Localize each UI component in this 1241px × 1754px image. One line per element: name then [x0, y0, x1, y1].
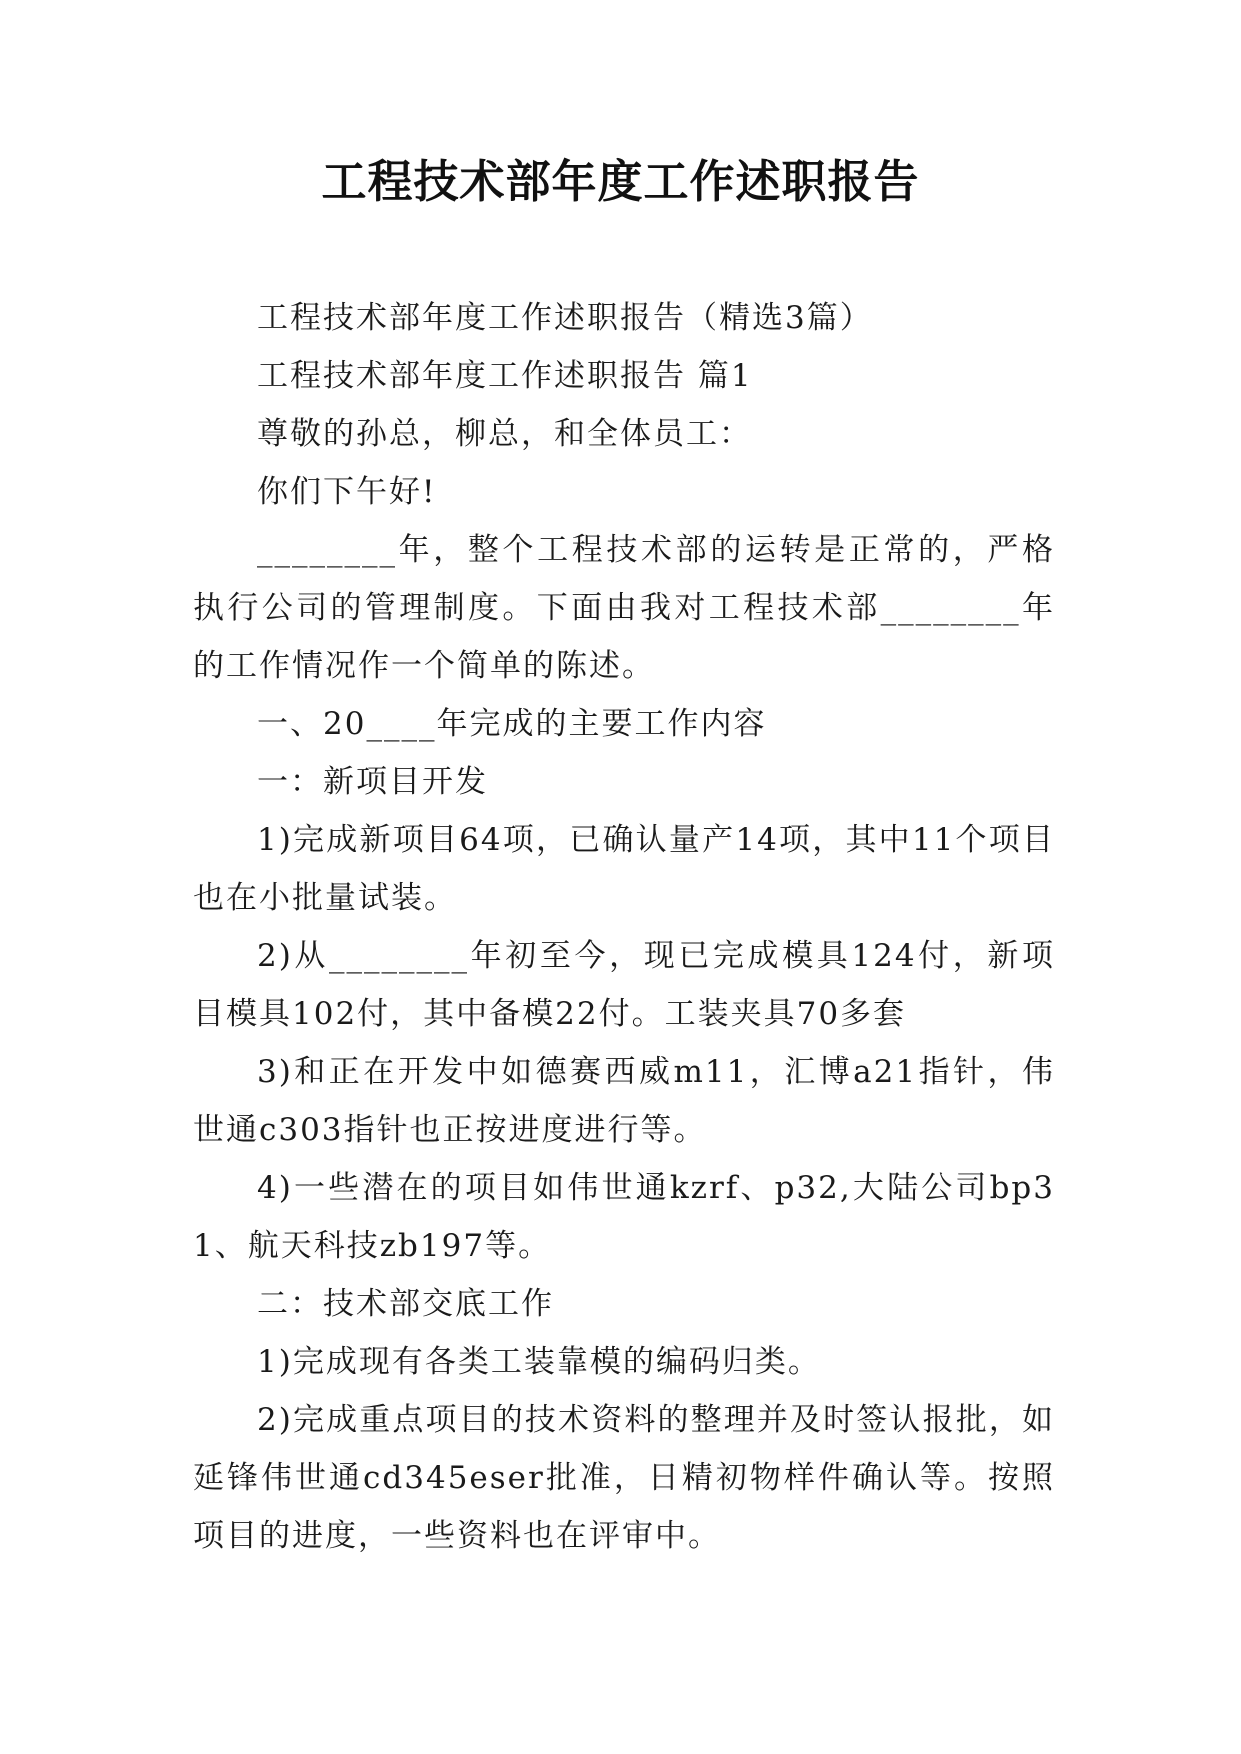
subsection-heading-handover: 二：技术部交底工作	[257, 1286, 554, 1322]
list-item-handover-2: 2)完成重点项目的技术资料的整理并及时签认报批，如延锋伟世通cd345eser批准，日精初物样件确认等。按照项目的进度，一些资料也在评审中。	[193, 1402, 1055, 1554]
section-heading-main-work: 一、20____年完成的主要工作内容	[257, 706, 767, 742]
subsection-heading-new-projects: 一：新项目开发	[257, 764, 488, 800]
list-item-handover-1: 1)完成现有各类工装靠模的编码归类。	[257, 1344, 821, 1380]
document-body	[193, 289, 1055, 1565]
paragraph-article-heading: 工程技术部年度工作述职报告 篇1	[257, 358, 753, 394]
paragraph-subtitle: 工程技术部年度工作述职报告（精选3篇）	[257, 300, 873, 336]
list-item-new-projects-3: 3)和正在开发中如德赛西威m11，汇博a21指针，伟世通c303指针也正按进度进行等。	[193, 1054, 1055, 1148]
list-item-new-projects-1: 1)完成新项目64项，已确认量产14项，其中11个项目也在小批量试装。	[193, 822, 1055, 916]
list-item-new-projects-4: 4)一些潜在的项目如伟世通kzrf、p32,大陆公司bp31、航天科技zb197等。	[193, 1170, 1055, 1264]
document-title: 工程技术部年度工作述职报告	[321, 155, 920, 208]
list-item-new-projects-2: 2)从________年初至今，现已完成模具124付，新项目模具102付，其中备模22付。工装夹具70多套	[193, 938, 1055, 1032]
paragraph-intro: ________年，整个工程技术部的运转是正常的，严格执行公司的管理制度。下面由我对工程技术部________年的工作情况作一个简单的陈述。	[193, 532, 1055, 684]
paragraph-greeting: 你们下午好!	[257, 474, 437, 510]
paragraph-salutation: 尊敬的孙总，柳总，和全体员工：	[257, 416, 752, 452]
